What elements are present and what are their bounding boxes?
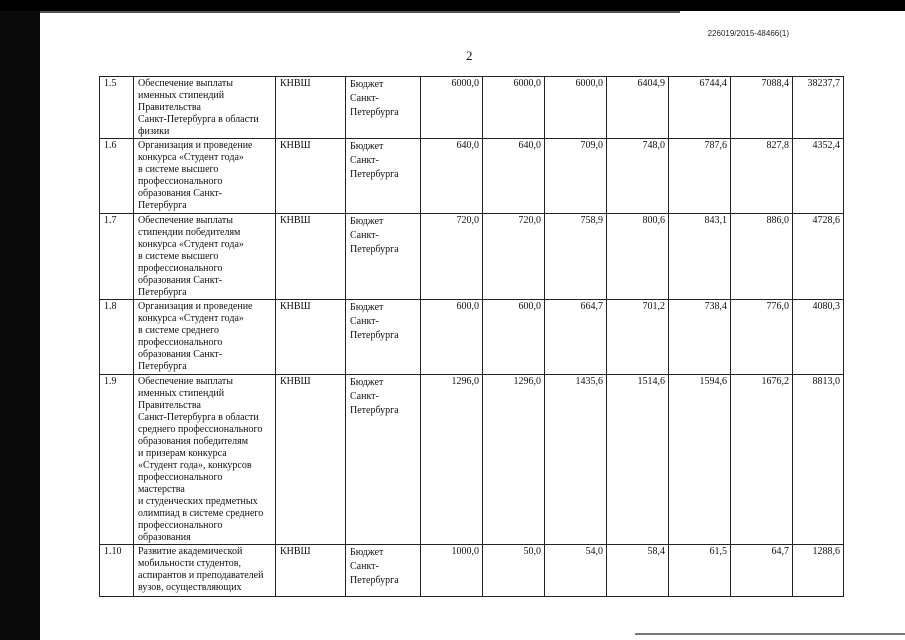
year-value-cell: 50,0 <box>483 545 545 597</box>
table-row <box>100 545 844 597</box>
year-value-cell: 1594,6 <box>669 375 731 545</box>
funding-source-cell: Бюджет Санкт- Петербурга <box>346 139 421 214</box>
funding-source-cell: Бюджет Санкт- Петербурга <box>346 375 421 545</box>
executor-cell: КНВШ <box>276 300 346 375</box>
row-number-cell: 1.5 <box>100 77 134 139</box>
year-value-cell: 843,1 <box>669 214 731 300</box>
scan-edge-bottom <box>635 633 905 635</box>
description-cell: Организация и проведение конкурса «Студент года» в системе высшего профессионального образования Санкт- Петербурга <box>134 139 276 214</box>
total-value-cell: 8813,0 <box>793 375 844 545</box>
funding-source-cell: Бюджет Санкт- Петербурга <box>346 300 421 375</box>
total-value-cell: 38237,7 <box>793 77 844 139</box>
funding-source-cell: Бюджет Санкт- Петербурга <box>346 77 421 139</box>
row-number-cell: 1.10 <box>100 545 134 597</box>
year-value-cell: 1435,6 <box>545 375 607 545</box>
description-cell: Обеспечение выплаты именных стипендий Правительства Санкт-Петербурга в области физики <box>134 77 276 139</box>
year-value-cell: 64,7 <box>731 545 793 597</box>
table-row <box>100 214 844 300</box>
year-value-cell: 787,6 <box>669 139 731 214</box>
total-value-cell: 4728,6 <box>793 214 844 300</box>
year-value-cell: 1296,0 <box>483 375 545 545</box>
year-value-cell: 6000,0 <box>483 77 545 139</box>
year-value-cell: 6000,0 <box>421 77 483 139</box>
year-value-cell: 1676,2 <box>731 375 793 545</box>
executor-cell: КНВШ <box>276 545 346 597</box>
year-value-cell: 827,8 <box>731 139 793 214</box>
description-cell: Организация и проведение конкурса «Студент года» в системе среднего профессионального образования Санкт- Петербурга <box>134 300 276 375</box>
year-value-cell: 640,0 <box>421 139 483 214</box>
description-cell: Обеспечение выплаты стипендии победителям конкурса «Студент года» в системе высшего профессионального образования Санкт- Петербурга <box>134 214 276 300</box>
scan-border-left <box>0 0 40 640</box>
year-value-cell: 701,2 <box>607 300 669 375</box>
table-row <box>100 300 844 375</box>
funding-source-cell: Бюджет Санкт- Петербурга <box>346 214 421 300</box>
year-value-cell: 748,0 <box>607 139 669 214</box>
year-value-cell: 709,0 <box>545 139 607 214</box>
description-cell: Обеспечение выплаты именных стипендий Правительства Санкт-Петербурга в области среднего профессионального образования победителям и призерам конкурса «Студент года», конкурсов профессионального мастерства и студенческих предметных олимпиад в системе среднего профессионального образования <box>134 375 276 545</box>
executor-cell: КНВШ <box>276 139 346 214</box>
year-value-cell: 720,0 <box>421 214 483 300</box>
year-value-cell: 640,0 <box>483 139 545 214</box>
total-value-cell: 1288,6 <box>793 545 844 597</box>
year-value-cell: 600,0 <box>421 300 483 375</box>
total-value-cell: 4352,4 <box>793 139 844 214</box>
scan-border-top <box>0 0 905 11</box>
row-number-cell: 1.8 <box>100 300 134 375</box>
year-value-cell: 800,6 <box>607 214 669 300</box>
document-id: 226019/2015-48466(1) <box>707 29 789 38</box>
budget-table <box>99 76 844 597</box>
year-value-cell: 61,5 <box>669 545 731 597</box>
total-value-cell: 4080,3 <box>793 300 844 375</box>
funding-source-cell: Бюджет Санкт- Петербурга <box>346 545 421 597</box>
year-value-cell: 54,0 <box>545 545 607 597</box>
year-value-cell: 58,4 <box>607 545 669 597</box>
year-value-cell: 1000,0 <box>421 545 483 597</box>
row-number-cell: 1.7 <box>100 214 134 300</box>
year-value-cell: 886,0 <box>731 214 793 300</box>
year-value-cell: 738,4 <box>669 300 731 375</box>
year-value-cell: 600,0 <box>483 300 545 375</box>
year-value-cell: 6404,9 <box>607 77 669 139</box>
executor-cell: КНВШ <box>276 214 346 300</box>
year-value-cell: 664,7 <box>545 300 607 375</box>
table-row <box>100 77 844 139</box>
scan-edge-line <box>40 11 680 13</box>
year-value-cell: 758,9 <box>545 214 607 300</box>
page-number: 2 <box>466 48 473 63</box>
executor-cell: КНВШ <box>276 375 346 545</box>
year-value-cell: 7088,4 <box>731 77 793 139</box>
year-value-cell: 1296,0 <box>421 375 483 545</box>
year-value-cell: 6000,0 <box>545 77 607 139</box>
row-number-cell: 1.9 <box>100 375 134 545</box>
row-number-cell: 1.6 <box>100 139 134 214</box>
year-value-cell: 776,0 <box>731 300 793 375</box>
table-row <box>100 139 844 214</box>
description-cell: Развитие академической мобильности студентов, аспирантов и преподавателей вузов, осуществляющих <box>134 545 276 597</box>
year-value-cell: 720,0 <box>483 214 545 300</box>
executor-cell: КНВШ <box>276 77 346 139</box>
table-row <box>100 375 844 545</box>
year-value-cell: 1514,6 <box>607 375 669 545</box>
year-value-cell: 6744,4 <box>669 77 731 139</box>
